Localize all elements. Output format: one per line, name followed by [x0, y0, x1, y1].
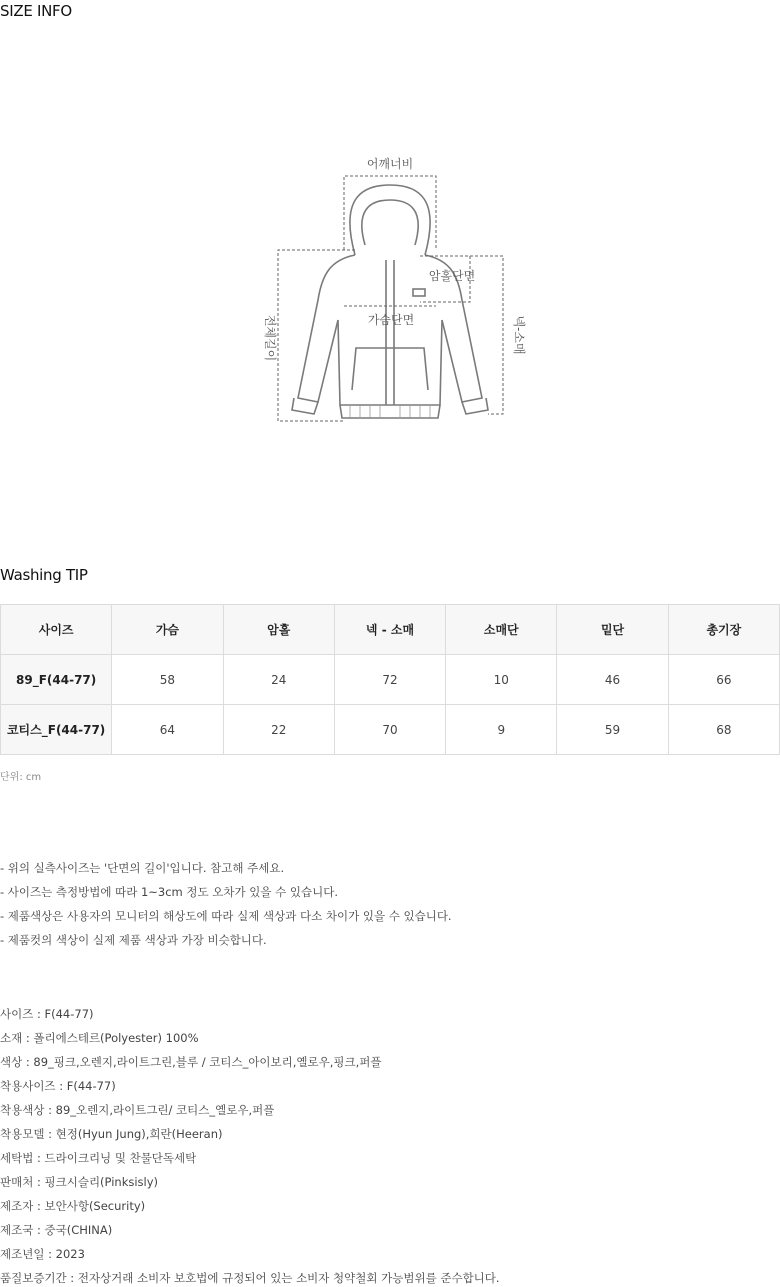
table-cell: 66 [668, 655, 779, 705]
product-info [0, 1002, 500, 1287]
table-cell: 9 [446, 705, 557, 755]
column-header: 밑단 [557, 605, 668, 655]
info-line: 제조국 : 중국(CHINA) [0, 1223, 113, 1237]
table-cell: 68 [668, 705, 779, 755]
neck-sleeve-label: 넥-소매 [512, 315, 526, 355]
rib-hem [350, 406, 430, 417]
size-info-heading: SIZE INFO [0, 2, 72, 20]
total-length-label: 전체길이 [263, 314, 277, 362]
info-line: 제조자 : 보안사항(Security) [0, 1199, 146, 1213]
table-cell: 22 [223, 705, 334, 755]
info-line: 세탁법 : 드라이크리닝 및 찬물단독세탁 [0, 1151, 197, 1165]
table-row [1, 655, 780, 705]
armhole-label: 암홀단면 [428, 269, 476, 283]
table-header-row [1, 605, 780, 655]
table-cell: 89_F(44-77) [1, 655, 112, 705]
size-notes [0, 856, 452, 952]
info-line: 착용색상 : 89_오렌지,라이트그린/ 코티스_옐로우,퍼플 [0, 1103, 275, 1117]
measurement-lines [278, 176, 503, 421]
column-header: 사이즈 [1, 605, 112, 655]
table-cell: 70 [334, 705, 445, 755]
column-header: 총기장 [668, 605, 779, 655]
table-cell: 46 [557, 655, 668, 705]
table-row [1, 705, 780, 755]
table-cell: 72 [334, 655, 445, 705]
shoulder-label: 어깨너비 [366, 157, 414, 171]
table-cell: 59 [557, 705, 668, 755]
washing-tip-heading: Washing TIP [0, 566, 88, 584]
info-line: 색상 : 89_핑크,오렌지,라이트그린,블루 / 코티스_아이보리,옐로우,핑크,퍼플 [0, 1055, 382, 1069]
info-line: 품질보증기간 : 전자상거래 소비자 보호법에 규정되어 있는 소비자 청약철회 가능범위를 준수합니다. [0, 1271, 500, 1285]
table-cell: 64 [112, 705, 223, 755]
info-line: 사이즈 : F(44-77) [0, 1007, 94, 1021]
info-line: 판매처 : 핑크시슬리(Pinksisly) [0, 1175, 159, 1189]
table-cell: 코티스_F(44-77) [1, 705, 112, 755]
note-line: - 제품컷의 색상이 실제 제품 색상과 가장 비슷합니다. [0, 933, 267, 947]
chest-label: 가슴단면 [367, 313, 415, 327]
column-header: 암홀 [223, 605, 334, 655]
table-cell: 24 [223, 655, 334, 705]
note-line: - 제품색상은 사용자의 모니터의 해상도에 따라 실제 색상과 다소 차이가 있을 수 있습니다. [0, 909, 452, 923]
unit-note: 단위: cm [0, 772, 42, 783]
column-header: 소매단 [446, 605, 557, 655]
note-line: - 위의 실측사이즈는 '단면의 길이'입니다. 참고해 주세요. [0, 861, 285, 875]
size-table [0, 604, 780, 755]
table-cell: 58 [112, 655, 223, 705]
column-header: 넥 - 소매 [334, 605, 445, 655]
note-line: - 사이즈는 측정방법에 따라 1~3cm 정도 오차가 있을 수 있습니다. [0, 885, 339, 899]
info-line: 소재 : 폴리에스테르(Polyester) 100% [0, 1031, 199, 1045]
hoodie-size-diagram [250, 150, 540, 440]
info-line: 착용모델 : 현정(Hyun Jung),희란(Heeran) [0, 1127, 223, 1141]
info-line: 제조년일 : 2023 [0, 1247, 85, 1261]
table-cell: 10 [446, 655, 557, 705]
column-header: 가슴 [112, 605, 223, 655]
info-line: 착용사이즈 : F(44-77) [0, 1079, 116, 1093]
